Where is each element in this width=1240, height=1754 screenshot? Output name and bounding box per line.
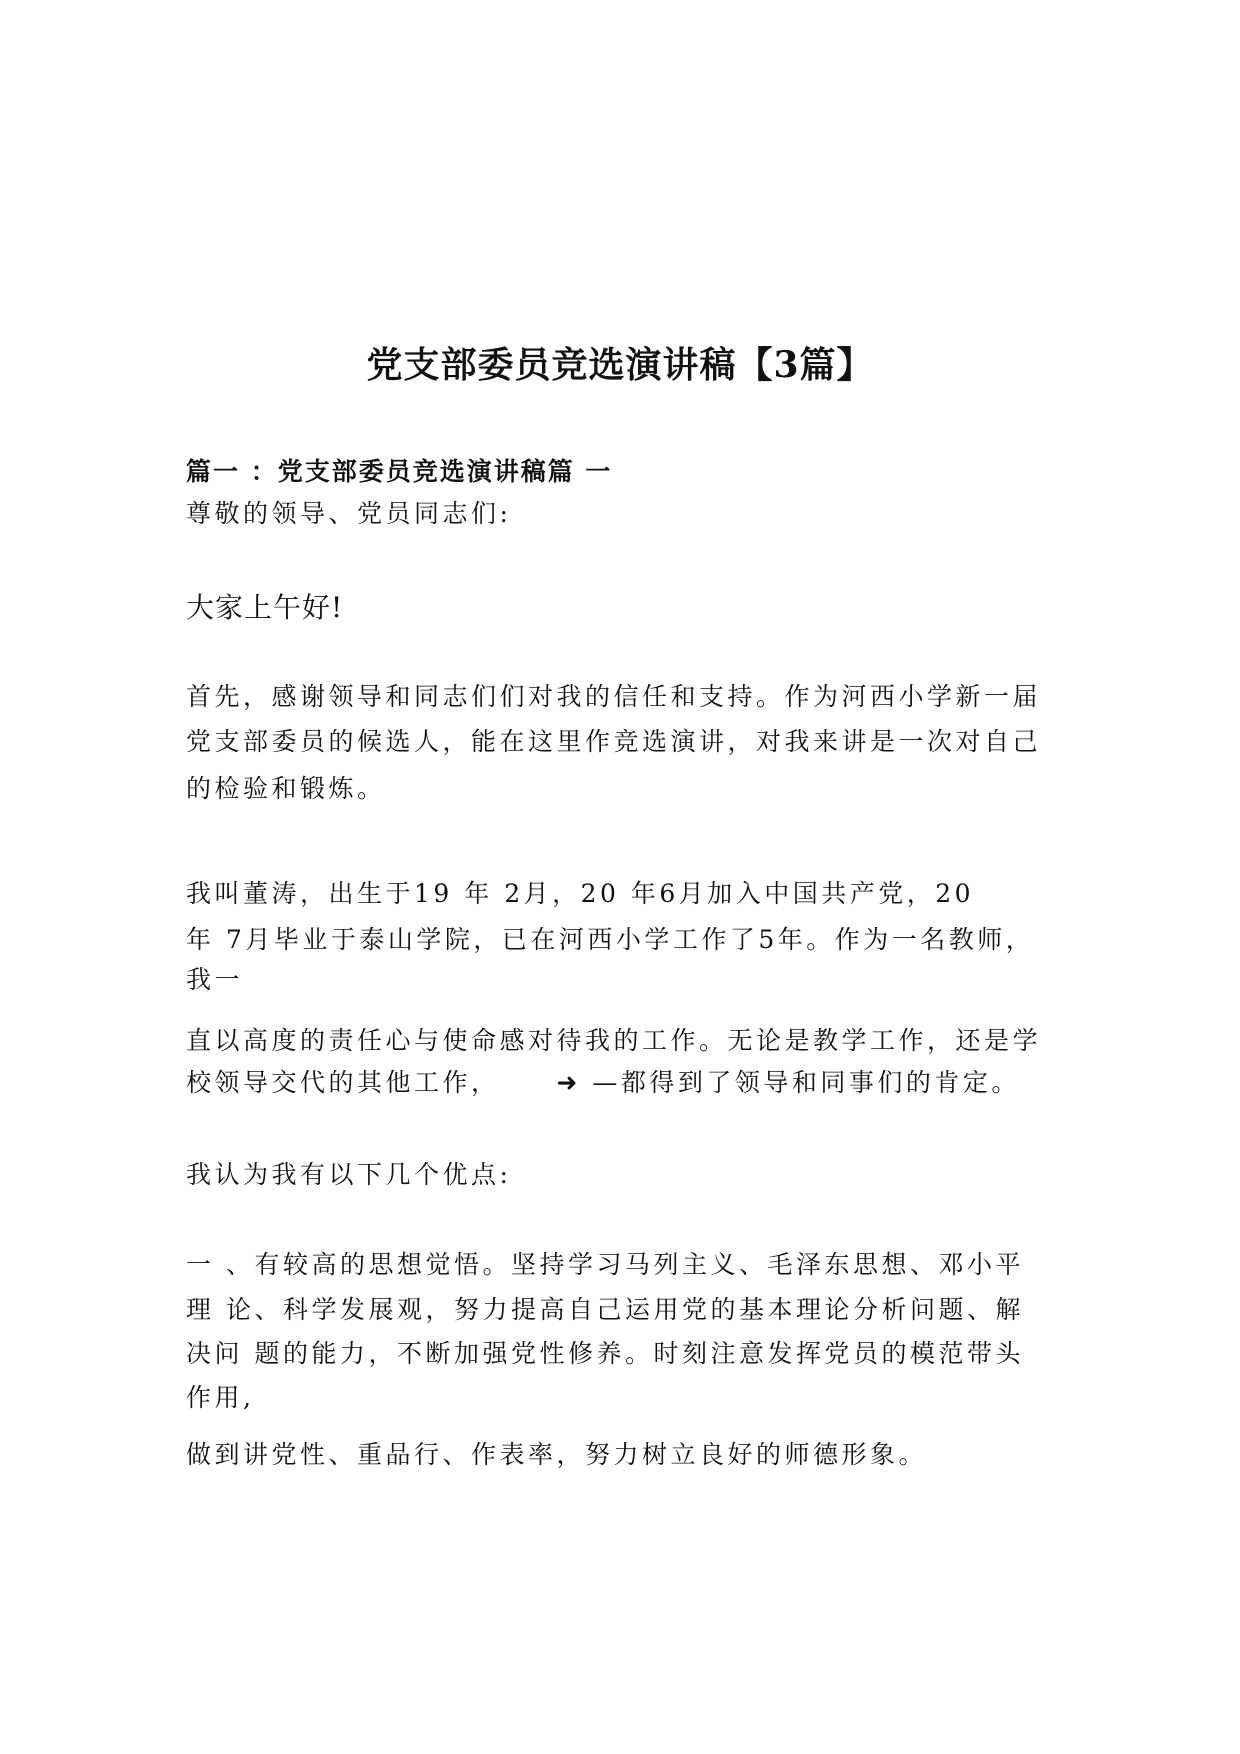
paragraph-line: 做到讲党性、重品行、作表率，努力树立良好的师德形象。 (186, 1440, 928, 1469)
paragraph-line: 决问 题的能力，不断加强党性修养。时刻注意发挥党员的模范带头 (186, 1339, 1024, 1368)
paragraph-line: 党支部委员的候选人，能在这里作竞选演讲，对我来讲是一次对自己 (186, 727, 1042, 756)
document-title: 党支部委员竞选演讲稿【3篇】 (366, 344, 874, 386)
paragraph-line: 首先，感谢领导和同志们们对我的信任和支持。作为河西小学新一届 (186, 682, 1042, 711)
section-heading: 篇一 ：党支部委员竞选演讲稿篇 一 (186, 457, 613, 486)
paragraph-line: 理 论、科学发展观，努力提高自己运用党的基本理论分析问题、解 (186, 1295, 1024, 1324)
paragraph-line: 我一 (186, 965, 244, 994)
greeting: 大家上午好! (186, 591, 344, 624)
salutation: 尊敬的领导、党员同志们: (186, 499, 512, 528)
paragraph-text: 校领导交代的其他工作， (186, 1068, 500, 1097)
paragraph-line: 直以高度的责任心与使命感对待我的工作。无论是教学工作，还是学 (186, 1026, 1042, 1055)
paragraph-text: —都得到了领导和同事们的肯定。 (592, 1068, 1020, 1097)
paragraph-line: 一 、有较高的思想觉悟。坚持学习马列主义、毛泽东思想、邓小平 (186, 1250, 1024, 1279)
paragraph-line: 的检验和锻炼。 (186, 774, 386, 803)
arrow-icon: ➜ (556, 1068, 581, 1097)
paragraph-line: 我叫董涛，出生于19 年 2月，20 年6月加入中国共产党，20 (186, 879, 975, 908)
paragraph-line: 作用, (186, 1383, 255, 1412)
merits-intro: 我认为我有以下几个优点: (186, 1160, 512, 1189)
paragraph-line: 年 7月毕业于泰山学院，已在河西小学工作了5年。作为一名教师， (186, 925, 1035, 954)
paragraph-line (186, 1063, 1020, 1099)
